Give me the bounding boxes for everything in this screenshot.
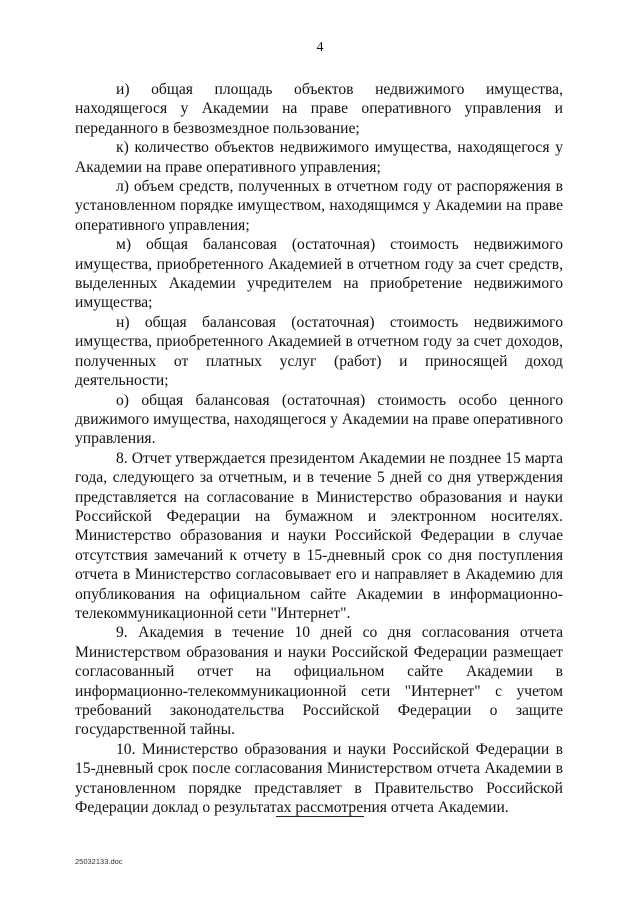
paragraph-clause-10: 10. Министерство образования и науки Российской Федерации в 15-дневный срок после согласования Министерством отчета Академии в установленном порядке представляет в Правительство Российской Федерации доклад о результатах рассмотрения отчета Академии. [75, 740, 563, 817]
paragraph-item-m: м) общая балансовая (остаточная) стоимость недвижимого имущества, приобретенного Академией в отчетном году за счет средств, выделенных Академии учредителем на приобретение недвижимого имущества; [75, 236, 563, 312]
paragraph-item-i: и) общая площадь объектов недвижимого имущества, находящегося у Академии на праве оперативного управления и переданного в безвозмездное пользование; [75, 81, 563, 137]
document-filename: 25032133.doc [75, 857, 123, 866]
end-of-text-rule [276, 816, 364, 817]
paragraph-clause-8: 8. Отчет утверждается президентом Академии не позднее 15 марта года, следующего за отчетным, и в течение 5 дней со дня утверждения представляется на согласование в Министерство образования и науки Российской Федерации на бумажном и электронном носителях. Министерство образования и науки Российской Федерации в случае отсутствия замечаний к отчету в 15-дневный срок со дня поступления отчета в Министерство согласовывает его и направляет в Академию для опубликования на официальном сайте Академии в информационно-телекоммуникационной сети "Интернет". [75, 449, 563, 622]
paragraph-item-l: л) объем средств, полученных в отчетном году от распоряжения в установленном порядке имуществом, находящимся у Академии на праве оперативного управления; [75, 178, 563, 234]
page-number: 4 [316, 40, 324, 55]
paragraph-item-n: н) общая балансовая (остаточная) стоимость недвижимого имущества, приобретенного Академией в отчетном году за счет доходов, полученных от платных услуг (работ) и приносящей доход деятельности; [75, 313, 563, 390]
document-body [75, 80, 563, 817]
paragraph-item-o: о) общая балансовая (остаточная) стоимость особо ценного движимого имущества, находящегося у Академии на праве оперативного управления. [75, 391, 563, 448]
paragraph-item-k: к) количество объектов недвижимого имущества, находящегося у Академии на праве оперативного управления; [75, 139, 563, 176]
paragraph-clause-9: 9. Академия в течение 10 дней со дня согласования отчета Министерством образования и науки Российской Федерации размещает согласованный отчет на официальном сайте Академии в информационно-телекоммуникационной сети "Интернет" с учетом требований законодательства Российской Федерации о защите государственной тайны. [75, 624, 563, 739]
